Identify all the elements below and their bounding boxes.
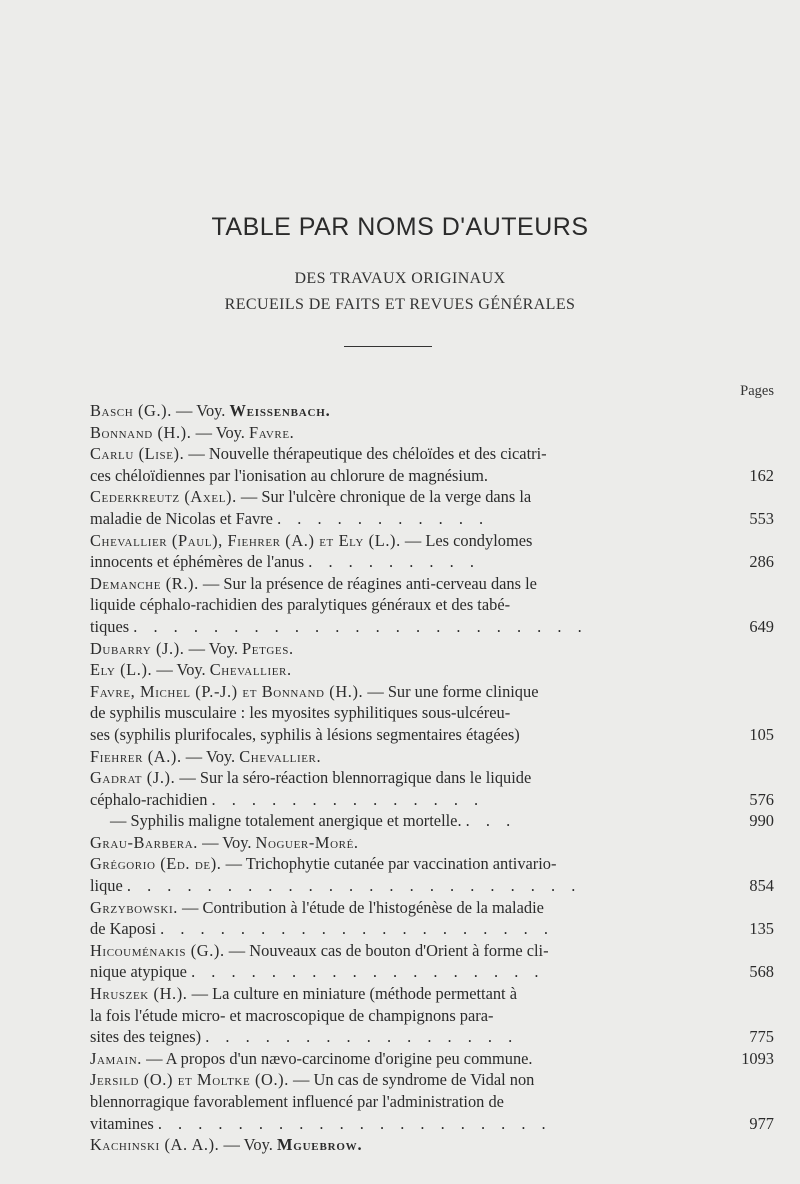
index-entry	[90, 659, 774, 681]
index-entry	[90, 853, 774, 896]
index-entry	[90, 1134, 774, 1156]
entry-text: — Trichophytie cutanée par vaccination antivario-	[225, 854, 557, 874]
entry-text: liquide céphalo-rachidien des paralytiques généraux et des tabé-	[90, 595, 511, 615]
entry-text: — Sur une forme clinique	[367, 681, 539, 701]
index-entry	[90, 767, 774, 810]
index-entry	[90, 746, 774, 768]
subtitle-travaux: DES TRAVAUX ORIGINAUX	[294, 270, 506, 287]
page-number: 568	[749, 962, 774, 982]
entry-text: — Nouvelle thérapeutique des chéloïdes et des cicatri-	[188, 444, 547, 464]
author-name: Cederkreutz (Axel).	[90, 487, 237, 507]
author-name: Grégorio (Ed. de).	[90, 854, 222, 874]
author-name: Basch (G.).	[90, 401, 172, 420]
page-title: TABLE PAR NOMS D'AUTEURS	[211, 213, 589, 241]
entry-text: — Voy.	[156, 660, 206, 680]
entry-text: de Kaposi	[90, 919, 157, 939]
index-entry	[90, 400, 774, 422]
index-entry	[90, 1048, 774, 1070]
index-entry	[90, 530, 774, 573]
index-entry	[90, 443, 774, 486]
entry-text: blennorragique favorablement influencé par l'administration de	[90, 1092, 504, 1111]
index-entry	[90, 940, 774, 983]
entry-text: — Voy.	[188, 638, 238, 658]
index-entry	[90, 422, 774, 444]
entry-text: ces chéloïdiennes par l'ionisation au chlorure de magnésium.	[90, 465, 489, 485]
author-name: Carlu (Lise).	[90, 444, 185, 464]
author-name: Jersild (O.) et Moltke (O.).	[90, 1070, 289, 1090]
leader-dots: . . . . . . . . . . .	[277, 508, 490, 528]
page-number: 105	[749, 724, 774, 744]
cross-reference: Noguer-Moré.	[255, 832, 359, 852]
entry-text: — Voy.	[176, 401, 226, 420]
entry-text: — Syphilis maligne totalement anergique et mortelle.	[110, 811, 462, 831]
page-number: 1093	[741, 1048, 774, 1068]
page-number: 649	[749, 616, 774, 636]
author-name: Dubarry (J.).	[90, 638, 185, 658]
page-number: 286	[749, 552, 774, 572]
page-number: 553	[749, 508, 774, 528]
cross-reference: Weissenbach.	[229, 401, 331, 420]
author-name: Hruszek (H.).	[90, 984, 188, 1004]
entry-text: ses (syphilis plurifocales, syphilis à lésions segmentaires étagées)	[90, 724, 520, 744]
leader-dots: . . . . . . . . . . . . . . . . . . . .	[157, 1113, 552, 1133]
cross-reference: Chevallier.	[209, 660, 292, 680]
index-entry	[90, 897, 774, 940]
author-index	[90, 400, 774, 1156]
entry-text: — Sur la présence de réagines anti-cerveau dans le	[202, 573, 537, 593]
entry-text: maladie de Nicolas et Favre	[90, 508, 273, 528]
entry-text: — Voy.	[185, 746, 236, 766]
entry-text: — Nouveaux cas de bouton d'Orient à forme cli-	[228, 940, 549, 960]
entry-text: innocents et éphémères de l'anus	[90, 552, 305, 572]
index-entry	[90, 832, 774, 854]
index-entry	[90, 810, 774, 832]
author-name: Gadrat (J.).	[90, 768, 176, 788]
entry-text: — A propos d'un nævo-carcinome d'origine peu commune.	[146, 1048, 533, 1068]
entry-text: — Les condylomes	[404, 530, 533, 550]
entry-text: — Voy.	[195, 422, 245, 442]
entry-text: la fois l'étude micro- et macroscopique de champignons para-	[90, 1005, 494, 1025]
author-name: Fiehrer (A.).	[90, 746, 182, 766]
index-entry	[90, 573, 774, 638]
entry-text: — Contribution à l'étude de l'histogénèse de la maladie	[182, 897, 544, 917]
entry-text: — Sur l'ulcère chronique de la verge dans la	[240, 487, 532, 507]
leader-dots: . . . . . . . . . . . . . . . . . . . . . . .	[126, 876, 582, 896]
entry-text: — Sur la séro-réaction blennorragique dans le liquide	[179, 768, 532, 788]
subtitle-recueils: RECUEILS DE FAITS ET REVUES GÉNÉRALES	[224, 296, 576, 313]
entry-text: de syphilis musculaire : les myosites syphilitiques sous-ulcéreu-	[90, 703, 511, 723]
page-number: 162	[749, 465, 774, 485]
author-name: Grau-Barbera.	[90, 832, 198, 852]
entry-text: — Un cas de syndrome de Vidal non	[293, 1070, 535, 1090]
entry-text: sites des teignes)	[90, 1027, 202, 1047]
author-name: Bonnand (H.).	[90, 422, 192, 442]
index-entry	[90, 1069, 774, 1134]
page-number: 576	[749, 789, 774, 809]
index-entry	[90, 983, 774, 1048]
cross-reference: Petges.	[242, 638, 294, 658]
page-number: 854	[749, 876, 774, 896]
leader-dots: . . . . . . . . . . . . . .	[211, 789, 485, 809]
entry-text: lique	[90, 876, 123, 896]
index-entry	[90, 638, 774, 660]
title-divider	[344, 346, 432, 347]
author-name: Chevallier (Paul), Fiehrer (A.) et Ely (L.).	[90, 530, 401, 550]
page-number: 990	[749, 811, 774, 831]
leader-dots: . . . . . . . . . . . . . . . . . . . .	[160, 919, 554, 939]
author-name: Hicouménakis (G.).	[90, 940, 225, 960]
entry-text: — Voy.	[202, 832, 252, 852]
entry-text: nique atypique	[90, 962, 187, 982]
author-name: Demanche (R.).	[90, 573, 199, 593]
leader-dots: . . . . . . . . . . . . . . . . . . . . . . .	[133, 616, 588, 636]
cross-reference: Mguebrow.	[276, 1135, 363, 1155]
leader-dots: . . . . . . . . . . . . . . . . . .	[191, 962, 545, 982]
entry-text: tiques	[90, 616, 130, 636]
author-name: Favre, Michel (P.-J.) et Bonnand (H.).	[90, 681, 364, 701]
author-name: Ely (L.).	[90, 660, 153, 680]
pages-column-label: Pages	[740, 383, 774, 399]
entry-text: — La culture en miniature (méthode permettant à	[191, 984, 517, 1004]
author-name: Kachinski (A. A.).	[90, 1135, 220, 1155]
cross-reference: Chevallier.	[239, 746, 322, 766]
leader-dots: . . . . . . . . . . . . . . . .	[205, 1027, 519, 1047]
page-number: 977	[749, 1113, 774, 1133]
index-entry	[90, 681, 774, 746]
page-number: 775	[749, 1027, 774, 1047]
author-name: Grzybowski.	[90, 897, 178, 917]
cross-reference: Favre.	[249, 422, 295, 442]
entry-text: céphalo-rachidien	[90, 789, 208, 809]
index-entry	[90, 486, 774, 529]
page-number: 135	[749, 919, 774, 939]
leader-dots: . . .	[465, 811, 517, 831]
leader-dots: . . . . . . . . .	[308, 552, 480, 572]
entry-text: — Voy.	[223, 1135, 273, 1155]
entry-text: vitamines	[90, 1113, 154, 1133]
author-name: Jamain.	[90, 1048, 142, 1068]
